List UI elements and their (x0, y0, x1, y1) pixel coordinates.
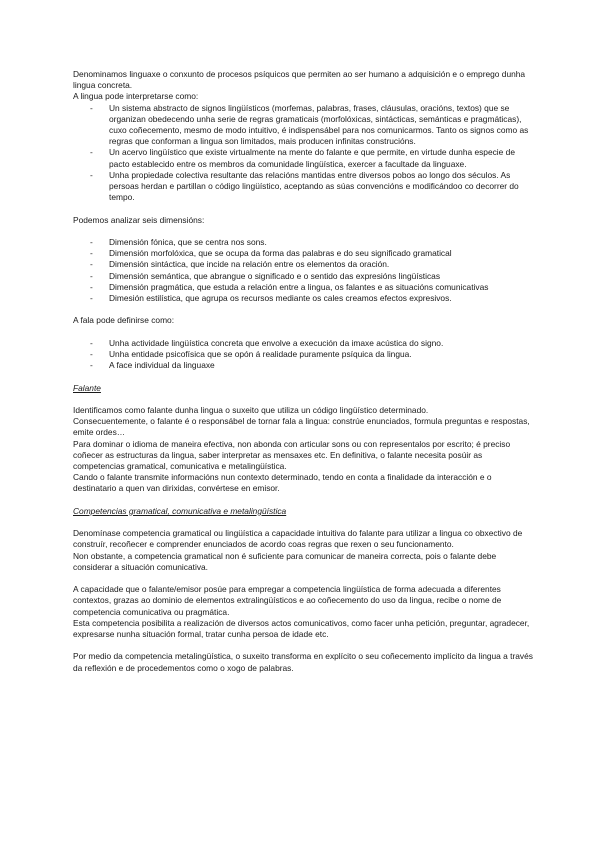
dash-bullet: - (90, 169, 93, 180)
falante-heading: Falante (73, 382, 101, 393)
lingua-lead: A lingua pode interpretarse como: (73, 91, 199, 102)
dash-bullet: - (90, 349, 93, 360)
competencias-paragraph: A capacidade que o falante/emisor posúe para empregar a competencia lingüística de forma adecuada a diferentes contextos, grazas ao dominio de elementos extralingüísticos e ao coñecemento do uso da lingua, recibe o nome de competencia comunicativa ou pragmática. (73, 584, 502, 617)
dash-bullet: - (90, 147, 93, 158)
lingua-list (73, 103, 533, 204)
competencias-heading: Competencias gramatical, comunicativa e metalingüística (73, 505, 287, 516)
falante-paragraph: Identificamos como falante dunha lingua o suxeito que utiliza un código lingüístico determinado. (73, 405, 429, 415)
dash-bullet: - (90, 102, 93, 113)
dash-bullet: - (90, 360, 93, 371)
list-item: - Dimensión sintáctica, que incide na relación entre os elementos da oración. (90, 259, 390, 270)
list-item: - Dimensión semántica, que abrangue o significado e o sentido das expresións lingüísticas (90, 270, 441, 281)
falante-paragraph: Para dominar o idioma de maneira efectiva, non abonda con articular sons ou con representalos por escrito; é preciso coñecer as estructuras da lingua, saber interpretar as mensaxes etc. En definitiva, o falante necesita posúir as competencias gramatical, comunicativa e metalingüística. (73, 438, 511, 472)
fala-lead: A fala pode definirse como: (73, 315, 175, 326)
list-item: - Unha entidade psicofísica que se opón á realidade puramente psíquica da lingua. (90, 349, 412, 360)
competencias-paragraph: Por medio da competencia metalingüística, o suxeito transforma en explícito o seu coñecemento implícito da lingua a través da reflexión e de procedementos como o xogo de palabras. (73, 651, 533, 673)
fala-list (73, 338, 533, 372)
dash-bullet: - (90, 237, 93, 248)
intro-paragraph: Denominamos linguaxe o conxunto de procesos psíquicos que permiten ao ser humano a adquisición e o emprego dunha lingua concreta. (73, 69, 526, 91)
competencias-paragraph: Denomínase competencia gramatical ou lingüística a capacidade intuitiva do falante para utilizar a lingua co obxectivo de construír, recoñecer e comprender enunciados de acordo coas regras que rexen o seu funcionamento. (73, 528, 523, 550)
list-item: - Unha actividade lingüística concreta que envolve a execución da imaxe acústica do signo. (90, 337, 444, 348)
dash-bullet: - (90, 259, 93, 270)
list-item: - Un sistema abstracto de signos lingüísticos (morfemas, palabras, frases, cláusulas, oracións, textos) que se organizan obedecendo unha serie de regras gramaticais (morfolóxicas, sintácticas, semánticas e pragmáticas), cuxo coñecemento, mesmo de modo intuitivo, é indispensábel para nos comunicarmos. Tanto os signos como as regras que conforman a lingua son limitados, mais producen infinitas construcións. (90, 102, 529, 147)
competencias-paragraph: Esta competencia posibilita a realización de diversos actos comunicativos, como facer unha petición, preguntar, agradecer, expresarse nunha situación formal, tratar cunha persoa de idade etc. (73, 617, 530, 640)
document-page (73, 69, 533, 674)
list-item: - Dimensión fónica, que se centra nos sons. (90, 237, 267, 248)
list-item: - Dimensión morfolóxica, que se ocupa da forma das palabras e do seu significado gramatical (90, 248, 452, 259)
dimensions-list (73, 237, 533, 304)
list-item: - Dimesión estilística, que agrupa os recursos mediante os cales creamos efectos expresivos. (90, 293, 452, 304)
list-item: - Un acervo lingüístico que existe virtualmente na mente do falante e que permite, en virtude dunha especie de pacto establecido entre os membros da comunidade lingüística, exercer a facultade da linguaxe. (90, 147, 515, 169)
dash-bullet: - (90, 337, 93, 348)
falante-paragraph: Cando o falante transmite informacións nun contexto determinado, tendo en conta a finalidade da interacción e o destinatario a quen van dirixidas, convértese en emisor. (73, 472, 492, 494)
dimensions-lead: Podemos analizar seis dimensións: (73, 214, 205, 225)
dash-bullet: - (90, 293, 93, 304)
list-item: - A face individual da linguaxe (90, 360, 215, 371)
dash-bullet: - (90, 248, 93, 259)
falante-paragraph: Consecuentemente, o falante é o responsábel de tornar fala a lingua: constrúe enunciados, formula preguntas e respostas, emite ordes… (73, 416, 530, 438)
dash-bullet: - (90, 270, 93, 281)
dash-bullet: - (90, 281, 93, 292)
list-item: - Unha propiedade colectiva resultante das relacións mantidas entre diversos pobos ao longo dos séculos. As persoas herdan e partillan o código lingüístico, aceptando as súas convencións e modificándoo co decorrer do tempo. (90, 169, 519, 203)
list-item: - Dimensión pragmática, que estuda a relación entre a lingua, os falantes e as situacións comunicativas (90, 281, 489, 292)
competencias-paragraph: Non obstante, a competencia gramatical non é suficiente para comunicar de maneira correcta, pois o falante debe considerar a situación comunicativa. (73, 550, 497, 572)
